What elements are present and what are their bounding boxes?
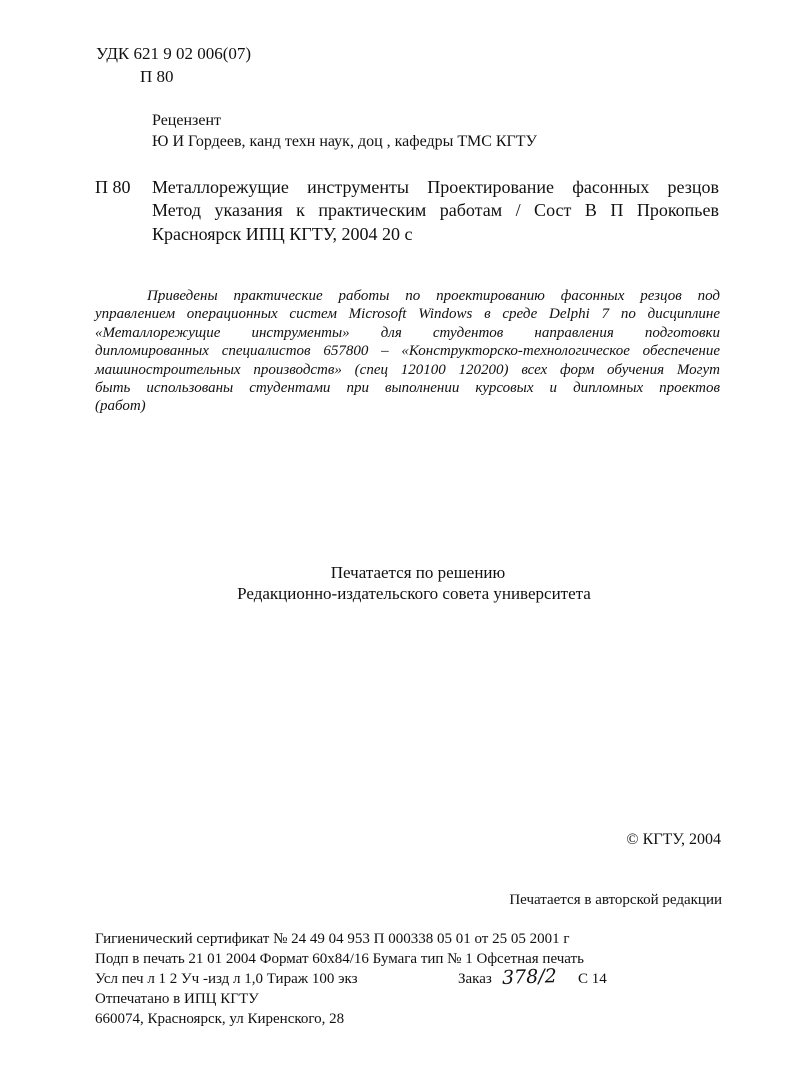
order-label: Заказ [458, 971, 492, 987]
colophon-line: Гигиенический сертификат № 24 49 04 953 П 000338 05 01 от 25 05 2001 г [95, 931, 570, 947]
abstract-line: дипломированных специалистов 657800 – «Конструкторско-технологическое обеспечение [95, 343, 720, 360]
catalog-line: Метод указания к практическим работам / Сост В П Прокопьев [152, 200, 719, 220]
colophon-line: 660074, Красноярск, ул Киренского, 28 [95, 1011, 345, 1027]
abstract [95, 287, 720, 416]
reviewer-label: Рецензент [152, 112, 221, 129]
authors-edition-note: Печатается в авторской редакции [509, 892, 722, 908]
catalog-line: Красноярск ИПЦ КГТУ, 2004 20 с [152, 224, 413, 244]
abstract-line: машиностроительных производств» (спец 120100 120200) всех форм обучения Могут [95, 361, 720, 378]
catalog-line: Металлорежущие инструменты Проектирование фасонных резцов [152, 177, 719, 197]
colophon-line: Подп в печать 21 01 2004 Формат 60х84/16 Бумага тип № 1 Офсетная печать [95, 951, 584, 967]
reviewer-text: Ю И Гордеев, канд техн наук, доц , кафедры ТМС КГТУ [152, 133, 537, 150]
abstract-line: (работ) [95, 398, 146, 415]
colophon-line: Усл печ л 1 2 Уч -изд л 1,0 Тираж 100 экз [95, 971, 358, 987]
abstract-line: «Металлорежущие инструменты» для студентов направления подготовки [95, 324, 720, 341]
catalog-code: П 80 [95, 177, 131, 197]
abstract-line: управлением операционных систем Microsoft Windows в среде Delphi 7 по дисциплине [95, 306, 720, 323]
bbk-code: П 80 [140, 67, 174, 86]
order-number-handwritten: 378/2 [501, 965, 558, 989]
printed-by-line: Печатается по решению [330, 563, 506, 582]
abstract-line: Приведены практические работы по проектированию фасонных резцов под [147, 288, 720, 304]
printed-by-line: Редакционно-издательского совета университета [237, 584, 591, 603]
udk-code: УДК 621 9 02 006(07) [96, 44, 252, 63]
copyright: © КГТУ, 2004 [626, 831, 721, 848]
abstract-line: быть использованы студентами при выполнении курсовых и дипломных проектов [95, 380, 720, 397]
colophon-line: Отпечатано в ИПЦ КГТУ [95, 991, 259, 1007]
order-suffix: С 14 [578, 971, 607, 987]
